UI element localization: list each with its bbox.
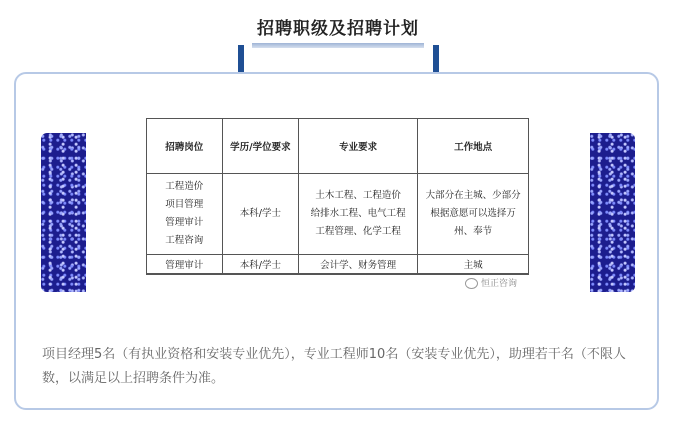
location-line: 州、奉节 bbox=[454, 226, 493, 237]
cell-location: 主城 bbox=[418, 255, 529, 275]
position-item: 管理审计 bbox=[165, 217, 204, 228]
watermark-text: 恒正咨询 bbox=[481, 279, 518, 289]
location-line: 根据意愿可以选择万 bbox=[430, 208, 516, 219]
header-education: 学历/学位要求 bbox=[222, 119, 299, 174]
table-row bbox=[147, 255, 529, 275]
glitter-decoration-left bbox=[41, 133, 86, 292]
recruitment-table bbox=[146, 118, 529, 275]
title-underline bbox=[252, 43, 424, 48]
banner-post-left bbox=[238, 45, 244, 74]
cell-positions: 管理审计 bbox=[147, 255, 223, 275]
header-position: 招聘岗位 bbox=[147, 119, 223, 174]
cell-location bbox=[418, 174, 529, 255]
cell-education: 本科/学士 bbox=[222, 174, 299, 255]
page-title: 招聘职级及招聘计划 bbox=[257, 19, 419, 39]
watermark bbox=[465, 276, 517, 289]
header-major: 专业要求 bbox=[299, 119, 418, 174]
glitter-decoration-right bbox=[590, 133, 635, 292]
table-row bbox=[147, 174, 529, 255]
cell-positions bbox=[147, 174, 223, 255]
cell-major: 会计学、财务管理 bbox=[299, 255, 418, 275]
major-line: 工程管理、化学工程 bbox=[315, 226, 401, 237]
banner-post-right bbox=[433, 45, 439, 74]
position-item: 工程造价 bbox=[165, 181, 204, 192]
recruitment-description: 项目经理5名（有执业资格和安装专业优先），专业工程师10名（安装专业优先），助理若干名（不限人数，以满足以上招聘条件为准。 bbox=[42, 347, 626, 386]
cell-education: 本科/学士 bbox=[222, 255, 299, 275]
wechat-icon bbox=[465, 278, 478, 289]
cell-major bbox=[299, 174, 418, 255]
position-item: 项目管理 bbox=[165, 199, 204, 210]
position-item: 工程咨询 bbox=[165, 235, 204, 246]
header-location: 工作地点 bbox=[418, 119, 529, 174]
table-header-row bbox=[147, 119, 529, 174]
heading-banner bbox=[240, 0, 435, 80]
major-line: 给排水工程、电气工程 bbox=[310, 208, 406, 219]
major-line: 土木工程、工程造价 bbox=[315, 190, 401, 201]
location-line: 大部分在主城、少部分 bbox=[425, 190, 521, 201]
